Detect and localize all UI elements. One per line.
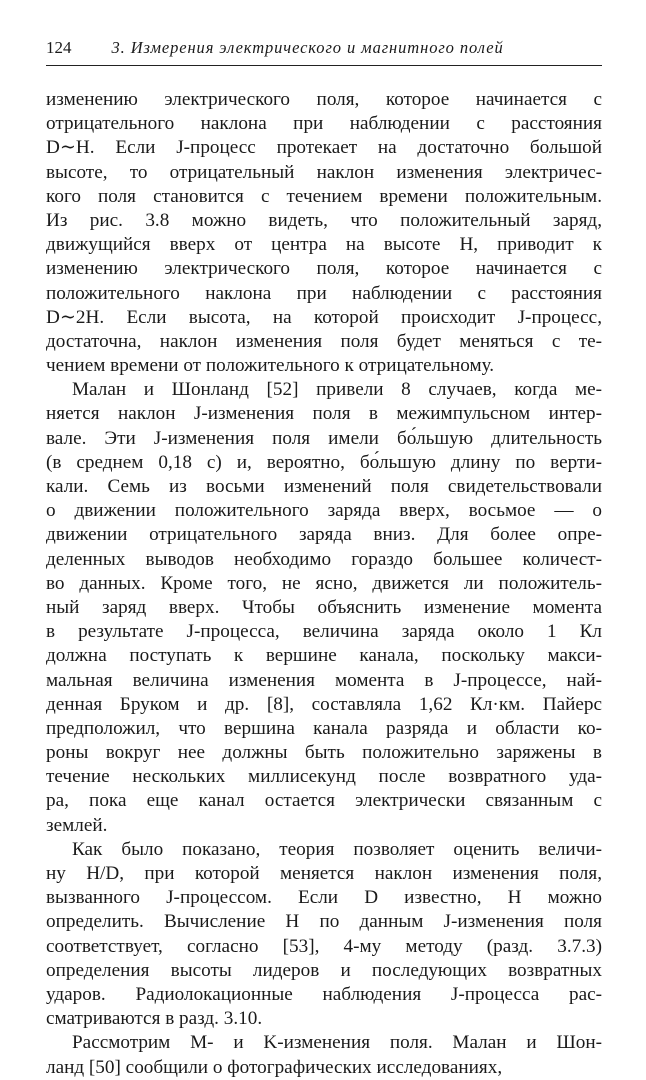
text-line: денная Бруком и др. [8], составляла 1,62 Кл·км. Пайерс bbox=[46, 693, 602, 715]
text-line: деленных выводов необходимо гораздо большее количест- bbox=[46, 548, 602, 570]
paragraph bbox=[46, 1031, 602, 1079]
page-number: 124 bbox=[46, 38, 72, 57]
body-text bbox=[46, 88, 602, 1080]
header-rule bbox=[46, 65, 602, 66]
text-line: вызванного J-процессом. Если D известно, H можно bbox=[46, 887, 602, 909]
text-line: Малан и Шонланд [52] привели 8 случаев, когда ме- bbox=[72, 379, 602, 401]
text-line: D∼H. Если J-процесс протекает на достаточно большой bbox=[46, 137, 602, 159]
running-title: 3. Измерения электрического и магнитного полей bbox=[111, 38, 504, 57]
page-header bbox=[46, 38, 602, 62]
text-line: течение нескольких миллисекунд после возвратного уда- bbox=[46, 766, 602, 788]
text-line: ланд [50] сообщили о фотографических исследованиях, bbox=[46, 1056, 503, 1078]
text-line: Как было показано, теория позволяет оценить величи- bbox=[72, 838, 602, 860]
text-line: няется наклон J-изменения поля в межимпульсном интер- bbox=[46, 403, 602, 425]
text-line: чением времени от положительного к отрицательному. bbox=[46, 355, 495, 377]
text-line: изменению электрического поля, которое начинается с bbox=[46, 89, 602, 110]
text-line: кали. Семь из восьми изменений поля свидетельствовали bbox=[46, 476, 602, 497]
text-line: в результате J-процесса, величина заряда около 1 Кл bbox=[46, 621, 602, 643]
text-line: соответствует, согласно [53], 4-му методу (разд. 3.7.3) bbox=[46, 935, 602, 957]
text-line: ударов. Радиолокационные наблюдения J-процесса рас- bbox=[46, 983, 602, 1005]
text-line: определения высоты лидеров и последующих возвратных bbox=[46, 959, 602, 981]
text-line: землей. bbox=[46, 814, 108, 836]
text-line: сматриваются в разд. 3.10. bbox=[46, 1008, 263, 1030]
text-line: изменению электрического поля, которое начинается с bbox=[46, 258, 602, 280]
text-line: движущийся вверх от центра на высоте H, приводит к bbox=[46, 234, 602, 256]
text-line: роны вокруг нее должны быть положительно заряжены в bbox=[46, 742, 602, 764]
text-line: мальная величина изменения момента в J-процессе, най- bbox=[46, 669, 602, 691]
text-line: Из рис. 3.8 можно видеть, что положительный заряд, bbox=[46, 209, 602, 231]
text-line: ра, пока еще канал остается электрически связанным с bbox=[46, 790, 602, 812]
text-line: кого поля становится с течением времени положительным. bbox=[46, 185, 602, 207]
text-line: предположил, что вершина канала разряда и области ко- bbox=[46, 717, 602, 739]
text-line: определить. Вычисление H по данным J-изменения поля bbox=[46, 911, 602, 933]
text-line: вале. Эти J-изменения поля имели бо́льшую длительность bbox=[46, 427, 602, 449]
text-line: должна поступать к вершине канала, поскольку макси- bbox=[46, 645, 602, 667]
text-line: во данных. Кроме того, не ясно, движется ли положитель- bbox=[46, 572, 602, 594]
text-line: ный заряд вверх. Чтобы объяснить изменение момента bbox=[46, 596, 602, 618]
text-line: достаточна, наклон изменения поля будет меняться с те- bbox=[46, 330, 602, 352]
text-line: D∼2H. Если высота, на которой происходит J-процесс, bbox=[46, 306, 602, 328]
text-line: (в среднем 0,18 с) и, вероятно, бо́льшую длину по верти- bbox=[46, 451, 602, 473]
paragraph bbox=[46, 838, 602, 1032]
text-line: высоте, то отрицательный наклон изменения электричес- bbox=[46, 161, 602, 183]
text-line: ну H/D, при которой меняется наклон изменения поля, bbox=[46, 863, 602, 884]
text-line: о движении положительного заряда вверх, восьмое — о bbox=[46, 500, 602, 522]
paragraph bbox=[46, 88, 602, 378]
text-line: движении отрицательного заряда вниз. Для более опре- bbox=[46, 524, 602, 546]
paragraph bbox=[46, 378, 602, 838]
text-line: положительного наклона при наблюдении с расстояния bbox=[46, 282, 602, 304]
text-line: отрицательного наклона при наблюдении с расстояния bbox=[46, 113, 602, 135]
text-line: Рассмотрим M- и K-изменения поля. Малан и Шон- bbox=[72, 1032, 602, 1054]
